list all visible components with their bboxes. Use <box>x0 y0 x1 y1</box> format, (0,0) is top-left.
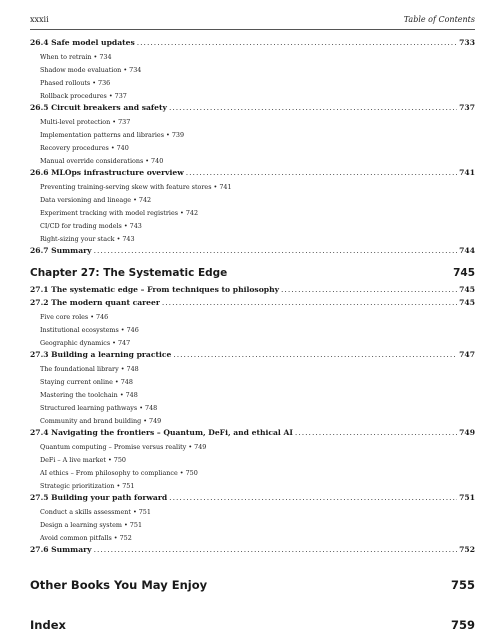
toc-subentry[interactable]: Phased rollouts • 736 <box>40 79 111 87</box>
toc-subentry[interactable]: Design a learning system • 751 <box>40 521 143 529</box>
toc-subentry[interactable]: Rollback procedures • 737 <box>40 92 127 100</box>
toc-subentry[interactable]: Conduct a skills assessment • 751 <box>40 508 151 516</box>
toc-entry-27-1[interactable]: 27.1 The systematic edge – From techniques to philosophy ..... 745 <box>30 285 475 298</box>
toc-entry-27-4[interactable]: 27.4 Navigating the frontiers – Quantum, DeFi, and ethical AI ..... 749 <box>30 428 475 441</box>
toc-subentry[interactable]: Multi-level protection • 737 <box>40 118 131 126</box>
toc-entry-27-3[interactable]: 27.3 Building a learning practice ..... 747 <box>30 350 475 363</box>
toc-subentry[interactable]: Mastering the toolchain • 748 <box>40 391 138 399</box>
toc-subentry[interactable]: Five core roles • 746 <box>40 313 109 321</box>
toc-chapter-27[interactable]: Chapter 27: The Systematic Edge 745 <box>30 267 475 279</box>
toc-subentry[interactable]: Recovery procedures • 740 <box>40 144 129 152</box>
table-of-contents <box>30 38 475 638</box>
toc-subentry[interactable]: Strategic prioritization • 751 <box>40 482 135 490</box>
toc-subentry[interactable]: Manual override considerations • 740 <box>40 157 164 165</box>
toc-subentry[interactable]: Avoid common pitfalls • 752 <box>40 534 132 542</box>
toc-subentry[interactable]: CI/CD for trading models • 743 <box>40 222 142 230</box>
toc-subentry[interactable]: AI ethics – From philosophy to compliance • 750 <box>40 469 198 477</box>
page-header <box>30 15 475 27</box>
running-title: Table of Contents <box>403 15 475 24</box>
toc-subentry[interactable]: Preventing training-serving skew with feature stores • 741 <box>40 183 232 191</box>
toc-subentry[interactable]: Geographic dynamics • 747 <box>40 339 131 347</box>
toc-subentry[interactable]: Shadow mode evaluation • 734 <box>40 66 142 74</box>
toc-entry-26-6[interactable]: 26.6 MLOps infrastructure overview ..... 741 <box>30 168 475 181</box>
toc-index[interactable]: Index 759 <box>30 618 475 632</box>
toc-subentry[interactable]: The foundational library • 748 <box>40 365 139 373</box>
toc-subentry[interactable]: Institutional ecosystems • 746 <box>40 326 139 334</box>
toc-other-books[interactable]: Other Books You May Enjoy 755 <box>30 578 475 592</box>
toc-subentry[interactable]: DeFi – A live market • 750 <box>40 456 126 464</box>
toc-subentry[interactable]: Quantum computing – Promise versus reality • 749 <box>40 443 207 451</box>
toc-entry-26-4[interactable]: 26.4 Safe model updates ..... 733 <box>30 38 475 51</box>
toc-subentry[interactable]: When to retrain • 734 <box>40 53 112 61</box>
toc-entry-27-6[interactable]: 27.6 Summary ..... 752 <box>30 545 475 558</box>
toc-subentry[interactable]: Community and brand building • 749 <box>40 417 162 425</box>
toc-entry-26-7[interactable]: 26.7 Summary ..... 744 <box>30 246 475 259</box>
header-divider <box>30 29 475 30</box>
toc-entry-26-5[interactable]: 26.5 Circuit breakers and safety ..... 737 <box>30 103 475 116</box>
toc-subentry[interactable]: Implementation patterns and libraries • 739 <box>40 131 185 139</box>
toc-subentry[interactable]: Structured learning pathways • 748 <box>40 404 158 412</box>
page-number: xxxii <box>30 15 49 24</box>
toc-subentry[interactable]: Staying current online • 748 <box>40 378 133 386</box>
toc-subentry[interactable]: Data versioning and lineage • 742 <box>40 196 152 204</box>
toc-entry-27-2[interactable]: 27.2 The modern quant career ..... 745 <box>30 298 475 311</box>
toc-subentry[interactable]: Right-sizing your stack • 743 <box>40 235 135 243</box>
toc-subentry[interactable]: Experiment tracking with model registries • 742 <box>40 209 199 217</box>
toc-entry-27-5[interactable]: 27.5 Building your path forward ..... 751 <box>30 493 475 506</box>
